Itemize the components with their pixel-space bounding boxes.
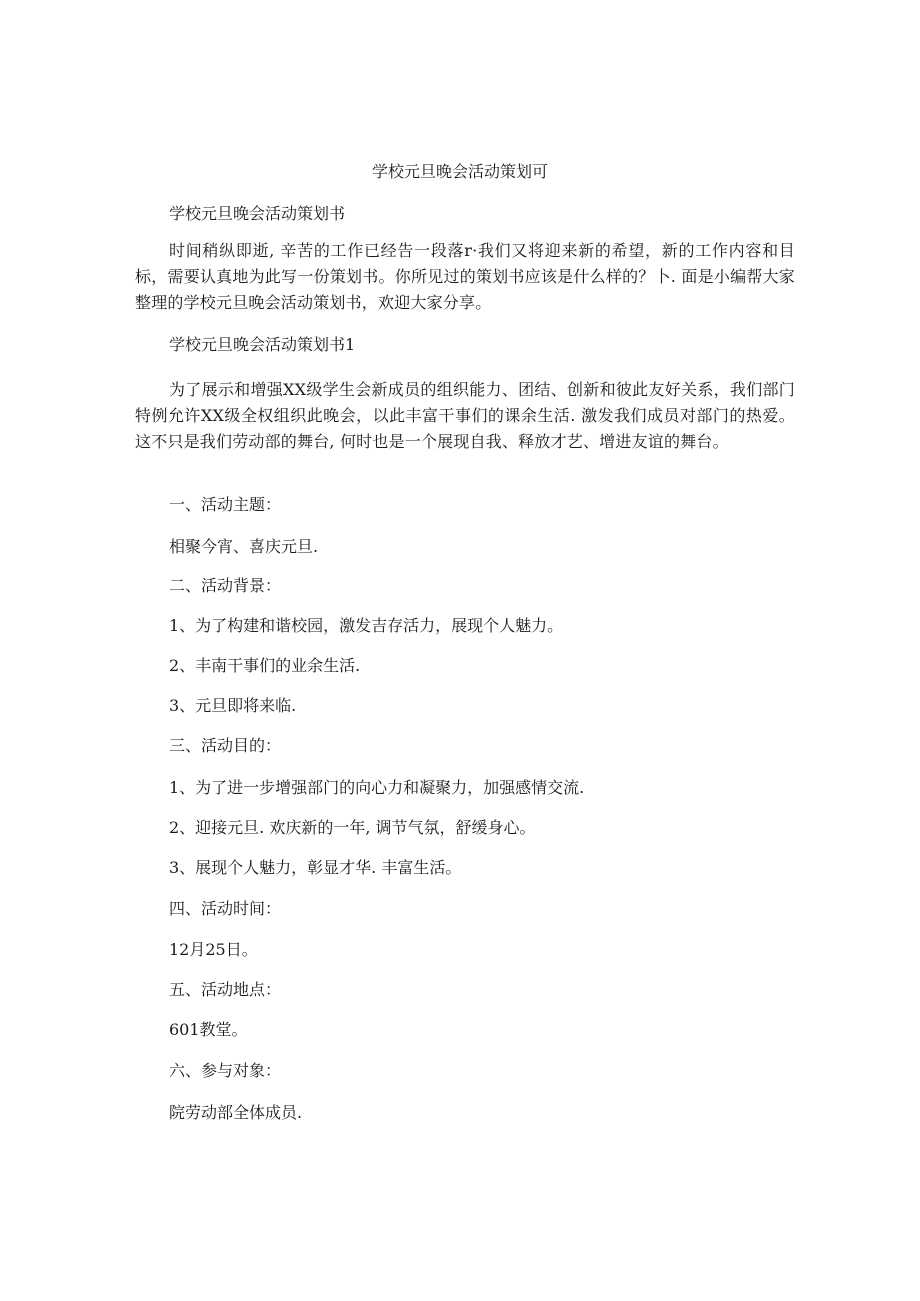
intro-paragraph: 时间稍纵即逝, 辛苦的工作已经告一段落r·我们又将迎来新的希望，新的工作内容和目标，需要认真地为此写一份策划书。你所见过的策划书应该是什么样的？卜. 面是小编帮大家整理的学校元旦晚会活动策划书，欢迎大家分享。 [135, 241, 795, 312]
location-text: 601教堂。 [169, 1020, 248, 1039]
section-heading: 学校元旦晚会活动策划书1 [169, 335, 356, 354]
heading-theme: 一、活动主题： [169, 495, 282, 514]
heading-purpose: 三、活动目的： [169, 736, 282, 755]
heading-participants: 六、参与对象： [169, 1061, 282, 1080]
purpose-item-1: 1、为了进一步增强部门的向心力和凝聚力，加强感情交流. [169, 778, 585, 797]
purpose-item-3: 3、展现个人魅力，彰显才华. 丰富生活。 [169, 858, 462, 877]
background-item-3: 3、元旦即将来临. [169, 696, 297, 715]
background-item-2: 2、丰南干事们的业余生活. [169, 656, 361, 675]
participants-text: 院劳动部全体成员. [169, 1103, 303, 1122]
time-text: 12月25日。 [169, 940, 258, 959]
heading-background: 二、活动背景： [169, 576, 282, 595]
heading-location: 五、活动地点： [169, 980, 282, 999]
heading-time: 四、活动时间： [169, 899, 282, 918]
document-title: 学校元旦晚会活动策划可 [371, 162, 548, 181]
purpose-item-2: 2、迎接元旦. 欢庆新的一年, 调节气氛，舒缓身心。 [169, 818, 536, 837]
theme-text: 相聚今宵、喜庆元旦. [169, 537, 319, 556]
document-subtitle: 学校元旦晚会活动策划书 [169, 204, 346, 223]
purpose-paragraph: 为了展示和增强XX级学生会新成员的组织能力、团结、创新和彼此友好关系，我们部门特例允许XX级全权组织此晚会，以此丰富干事们的课余生活. 激发我们成员对部门的热爱。这不只是我们劳动部的舞台, 何时也是一个展现自我、释放才艺、增进友谊的舞台。 [135, 380, 795, 451]
background-item-1: 1、为了构建和谐校园，激发吉存活力，展现个人魅力。 [169, 616, 564, 635]
